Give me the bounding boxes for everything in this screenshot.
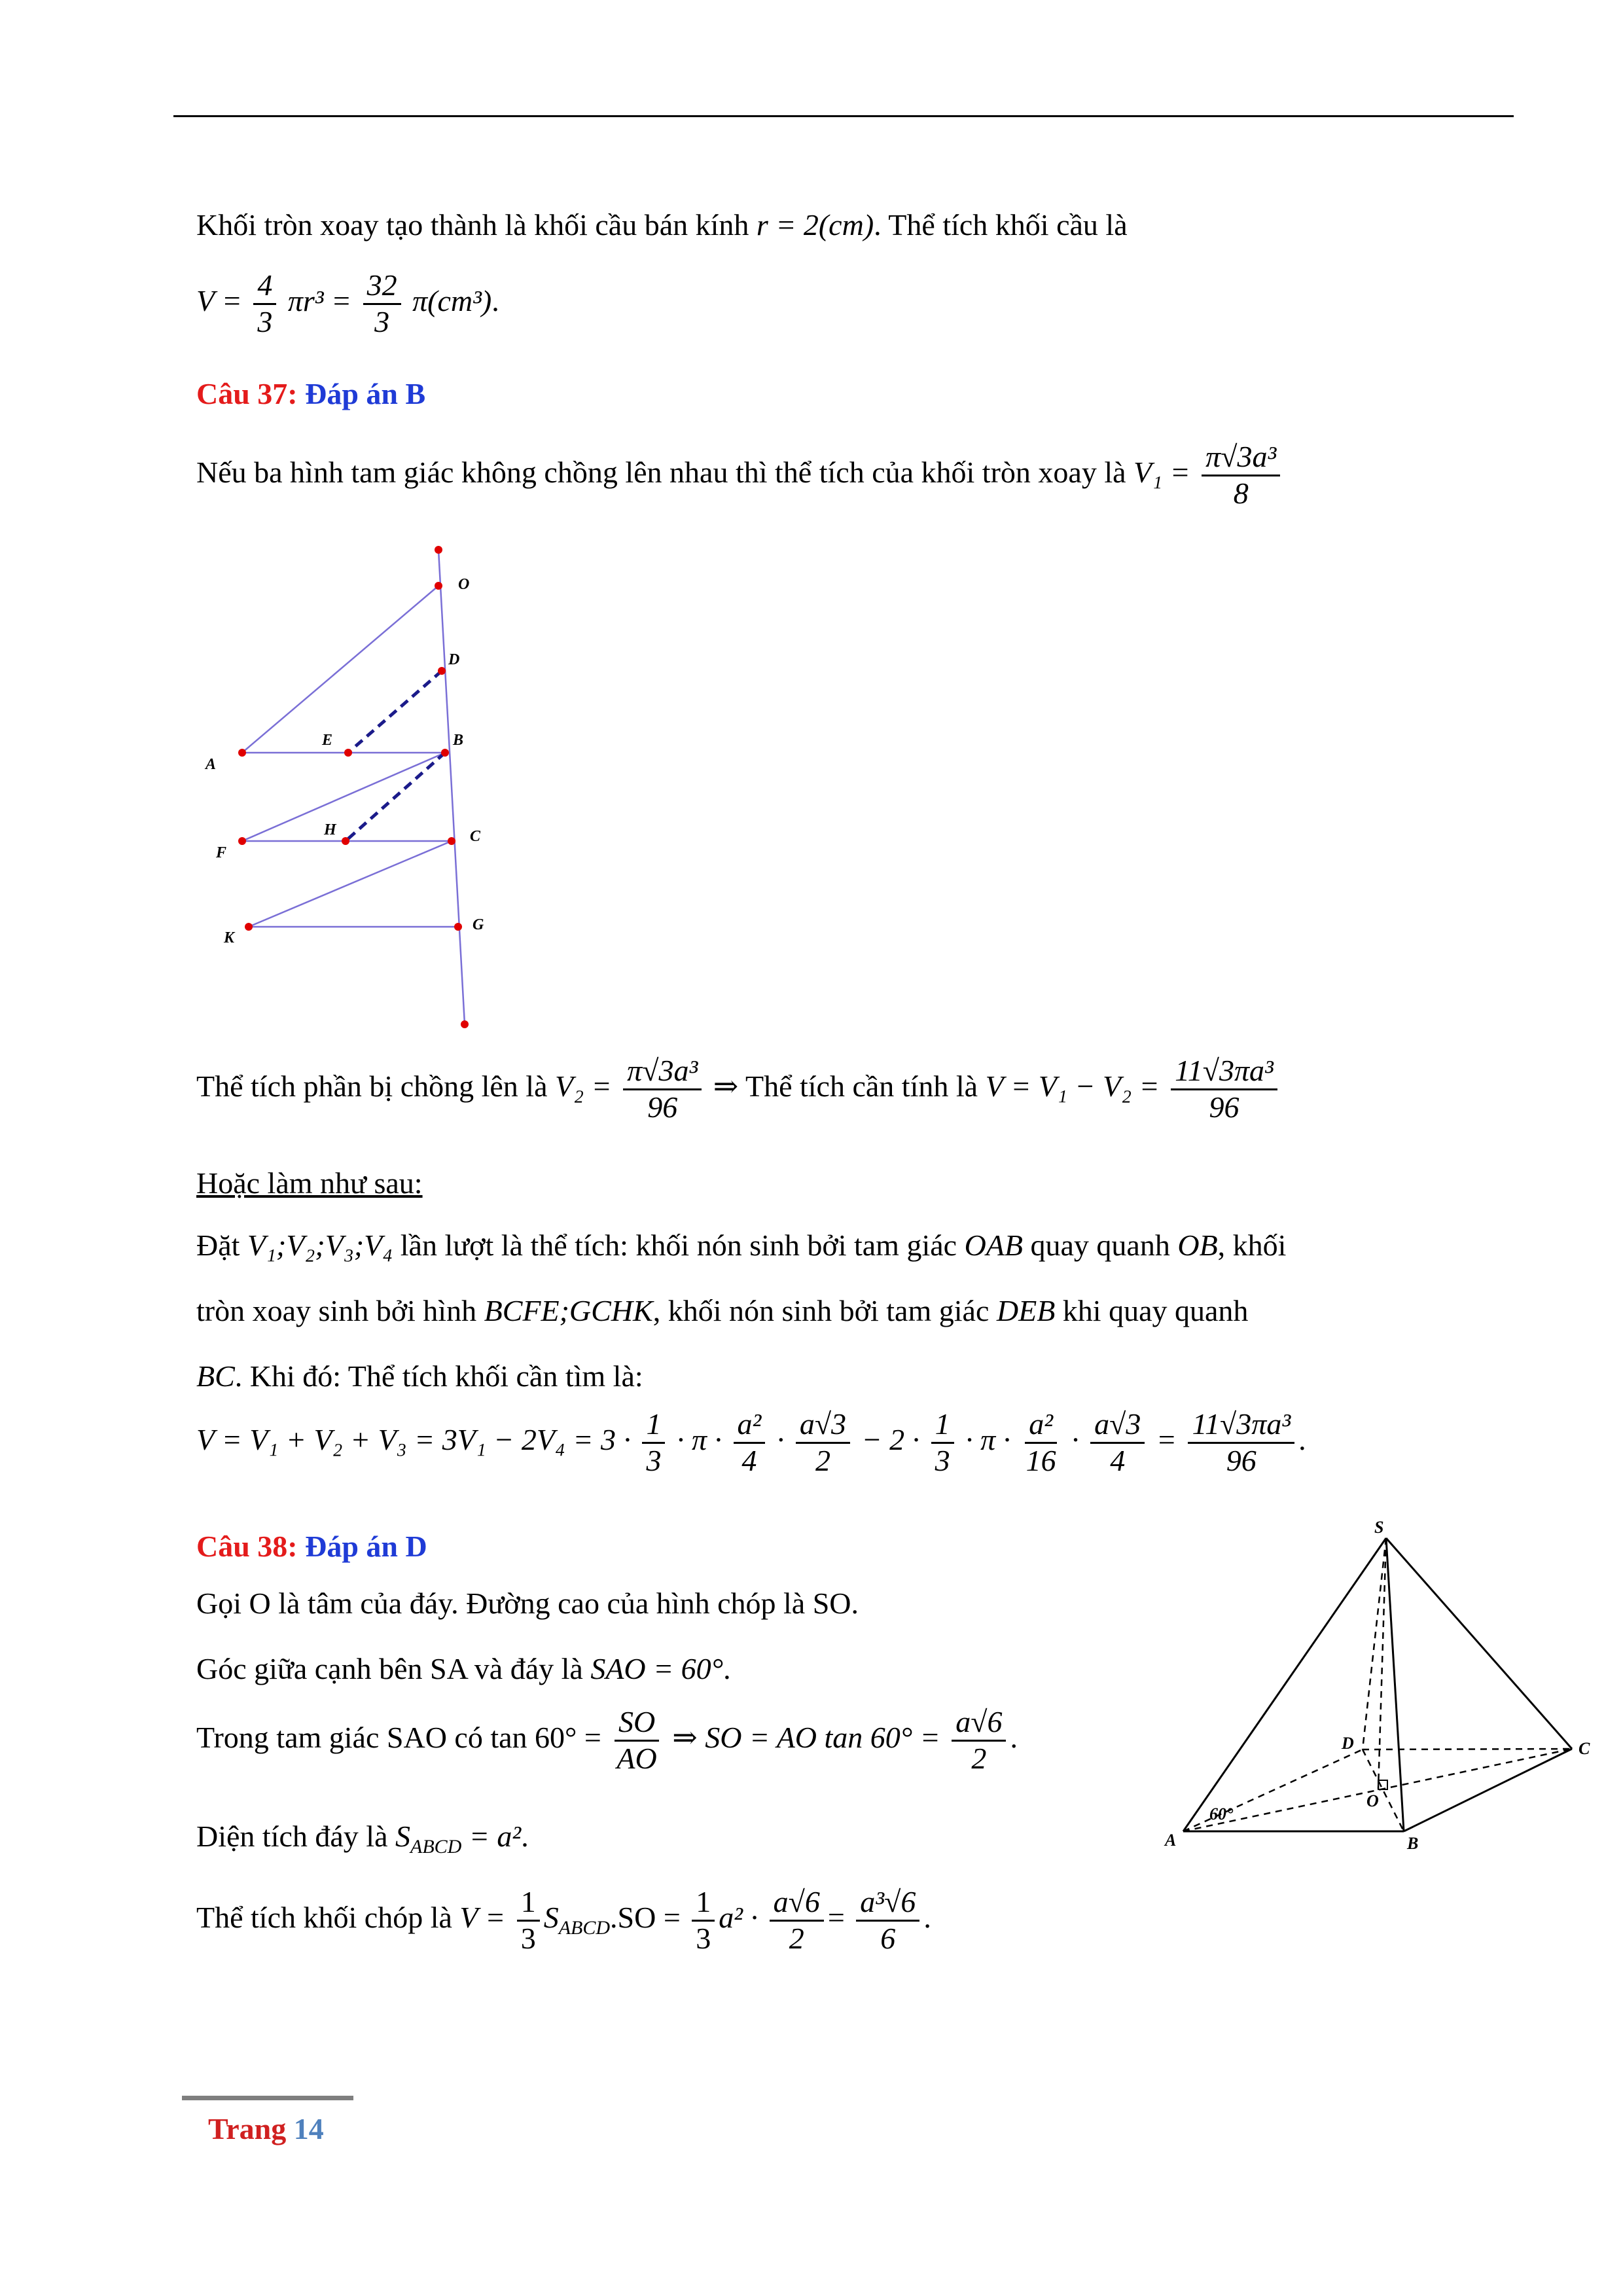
p4-line-3	[196, 1358, 643, 1394]
p4-l1-c: quay quanh	[1023, 1229, 1178, 1262]
fig2-label-s: S	[1374, 1518, 1384, 1537]
eq2-f6d: 4	[1110, 1443, 1126, 1477]
alt-method-title: Hoặc làm như sau:	[196, 1166, 423, 1200]
eq2-f3n: a√3	[796, 1407, 850, 1444]
p3-den2: 96	[1209, 1090, 1240, 1124]
p4-line-2	[196, 1293, 1248, 1329]
p5-l5-s: S	[543, 1900, 559, 1934]
eq2-frac-7	[1188, 1407, 1294, 1479]
eq2-f3d: 2	[815, 1443, 830, 1477]
eq2-f4n: 1	[931, 1407, 954, 1444]
eq1-f2-den: 3	[374, 304, 390, 338]
p5-l4-a: Diện tích đáy là	[196, 1820, 396, 1853]
eq1-f1-den: 3	[257, 304, 273, 338]
header-rule	[173, 115, 1514, 117]
p2-text: Nếu ba hình tam giác không chồng lên nhau thì thể tích của khối tròn xoay là	[196, 455, 1134, 489]
fig1-label-d: D	[448, 651, 460, 668]
eq2-op-pi-1: · π ·	[676, 1422, 722, 1456]
p5-angle-expr: SAO = 60°	[590, 1652, 724, 1685]
p5-line-4	[196, 1818, 529, 1859]
p4-deb: DEB	[996, 1294, 1056, 1327]
eq2-frac-1	[642, 1407, 665, 1479]
p1-radius-expr: r = 2(cm)	[756, 208, 874, 242]
eq2-f1d: 3	[646, 1443, 662, 1477]
p5-l3-tan: tan 60° =	[490, 1720, 601, 1754]
p5-f2n: 1	[692, 1885, 715, 1922]
p5-l2-end: .	[723, 1652, 731, 1685]
eq2-op-pi-2: · π ·	[965, 1422, 1011, 1456]
fig1-label-o: O	[458, 576, 470, 593]
p2-den: 8	[1233, 476, 1249, 510]
p5-frac-a6-2	[952, 1705, 1006, 1776]
p4-line-1	[196, 1227, 1286, 1263]
eq2-dot-2: ·	[1071, 1422, 1079, 1456]
eq1-f2-num: 32	[363, 268, 401, 305]
fig2-label-o: O	[1366, 1791, 1379, 1810]
p5-l3-den2: 2	[971, 1741, 987, 1775]
eq2-eq: =	[1156, 1422, 1177, 1456]
eq2-dot-1: ·	[776, 1422, 785, 1456]
p4-l2-b: , khối nón sinh bởi tam giác	[652, 1294, 997, 1327]
p5-l5-so: .SO =	[610, 1900, 681, 1934]
fig2-label-a: A	[1165, 1831, 1177, 1850]
figure-triangles	[196, 537, 497, 1034]
equation-sphere-volume	[196, 268, 499, 340]
paragraph-no-overlap	[196, 440, 1284, 511]
p4-l1-d: , khối	[1217, 1229, 1287, 1262]
p5-l5-frac-2	[692, 1885, 715, 1956]
p5-l4-b: = a²	[461, 1820, 522, 1853]
eq1-end: .	[491, 283, 499, 317]
fig1-label-h: H	[324, 821, 336, 838]
eq2-f2d: 4	[741, 1443, 757, 1477]
p3-frac-1	[623, 1054, 702, 1125]
eq2-lhs: V = V₁ + V₂ + V₃ = 3V₁ − 2V₄ = 3 ·	[196, 1422, 631, 1456]
fig1-label-e: E	[322, 732, 333, 749]
q37-answer: Đáp án B	[305, 377, 426, 410]
eq1-mid: πr³ =	[287, 283, 352, 317]
eq2-frac-2	[734, 1407, 766, 1479]
p5-f1d: 3	[520, 1921, 536, 1955]
figure-pyramid	[1152, 1518, 1597, 1859]
eq2-f5d: 16	[1026, 1443, 1056, 1477]
p3-den1: 96	[647, 1090, 678, 1124]
eq1-rhs: π(cm³)	[412, 283, 492, 317]
fig2-label-d: D	[1342, 1734, 1354, 1753]
equation-total-volume	[196, 1407, 1306, 1479]
p3-num1: π√3a³	[623, 1054, 702, 1090]
paragraph-overlap-volume	[196, 1054, 1281, 1125]
p4-l2-c: khi quay quanh	[1055, 1294, 1249, 1327]
p4-vars: V₁;V₂;V₃;V₄	[247, 1229, 393, 1262]
p5-l4-s: S	[395, 1820, 411, 1853]
p5-l3-num: SO	[615, 1705, 659, 1742]
eq1-f1-num: 4	[253, 268, 276, 305]
eq2-f7n: 11√3πa³	[1188, 1407, 1294, 1444]
q37-label: Câu 37:	[196, 377, 306, 410]
eq2-frac-5	[1022, 1407, 1060, 1479]
fig2-label-b: B	[1407, 1834, 1419, 1853]
p5-l4-end: .	[521, 1820, 529, 1853]
p5-l3-num2: a√6	[952, 1705, 1006, 1742]
p5-l2-a: Góc giữa cạnh bên SA và đáy là	[196, 1652, 591, 1685]
q38-answer: Đáp án D	[305, 1530, 427, 1563]
p5-l5-v: V =	[459, 1900, 506, 1934]
fig1-label-g: G	[473, 916, 484, 933]
p4-oab: OAB	[964, 1229, 1023, 1262]
fig2-label-c: C	[1578, 1739, 1590, 1758]
p5-l5-a2: a² ·	[719, 1900, 758, 1934]
fig1-label-c: C	[470, 828, 481, 845]
eq2-frac-4	[931, 1407, 954, 1479]
p1-text-b: . Thể tích khối cầu là	[874, 208, 1128, 242]
p5-f4d: 6	[880, 1921, 896, 1955]
p5-line-5	[196, 1885, 931, 1956]
p3-frac-2	[1171, 1054, 1277, 1125]
eq2-f1n: 1	[642, 1407, 665, 1444]
eq2-f7d: 96	[1226, 1443, 1257, 1477]
footer-page-number: 14	[293, 2112, 324, 2145]
p5-l5-sub: ABCD	[558, 1917, 611, 1939]
p5-l3-a: Trong tam giác SAO có	[196, 1720, 491, 1754]
p5-l4-sub: ABCD	[410, 1836, 462, 1858]
eq2-end: .	[1298, 1422, 1306, 1456]
paragraph-sphere	[196, 207, 1128, 243]
p1-text-a: Khối tròn xoay tạo thành là khối cầu bán kính	[196, 208, 757, 242]
p4-shapes: BCFE;GCHK	[484, 1294, 653, 1327]
p5-l3-den: AO	[616, 1741, 657, 1775]
p5-line-1: Gọi O là tâm của đáy. Đường cao của hình chóp là SO.	[196, 1587, 859, 1620]
footer-trang: Trang	[208, 2112, 294, 2145]
fig1-label-f: F	[216, 844, 227, 861]
p3-arrow: ⇒	[713, 1069, 739, 1103]
fig1-label-k: K	[224, 929, 235, 946]
eq1-frac-2	[363, 268, 401, 340]
p5-f3n: a√6	[770, 1885, 824, 1922]
p5-l3-b: ⇒ SO = AO tan 60° =	[672, 1720, 940, 1754]
p2-num: π√3a³	[1202, 440, 1280, 476]
footer-page-label	[208, 2111, 324, 2147]
p2-frac	[1202, 440, 1280, 511]
eq2-f5n: a²	[1025, 1407, 1057, 1444]
eq2-f6n: a√3	[1090, 1407, 1145, 1444]
p4-l3: . Khi đó: Thể tích khối cần tìm là:	[234, 1359, 643, 1393]
p5-l5-frac-4	[856, 1885, 919, 1956]
eq1-lhs: V =	[196, 283, 242, 317]
p3-num2: 11√3πa³	[1171, 1054, 1277, 1090]
question-37-heading	[196, 376, 425, 412]
p5-line-2	[196, 1651, 731, 1687]
eq1-frac-1	[253, 268, 276, 340]
p5-f2d: 3	[696, 1921, 711, 1955]
p5-l5-frac-3	[770, 1885, 824, 1956]
p5-l5-a: Thể tích khối chóp là	[196, 1900, 460, 1934]
fig1-label-a: A	[205, 756, 217, 773]
p4-ob: OB	[1177, 1229, 1218, 1262]
eq2-f2n: a²	[734, 1407, 766, 1444]
p5-f3d: 2	[789, 1921, 804, 1955]
p4-bc: BC	[196, 1359, 235, 1393]
eq2-f4d: 3	[935, 1443, 950, 1477]
eq2-frac-6	[1090, 1407, 1145, 1479]
q38-label: Câu 38:	[196, 1530, 306, 1563]
eq2-minus: − 2 ·	[861, 1422, 920, 1456]
p5-l5-frac-1	[517, 1885, 540, 1956]
eq2-frac-3	[796, 1407, 850, 1479]
p4-l1-a: Đặt	[196, 1229, 247, 1262]
p5-f4n: a³√6	[856, 1885, 919, 1922]
p5-l5-end: .	[923, 1900, 931, 1934]
p3-v2: V₂ =	[555, 1069, 612, 1103]
p5-l5-eq: =	[827, 1900, 845, 1934]
p5-frac-so-ao	[613, 1705, 660, 1776]
p5-f1n: 1	[517, 1885, 540, 1922]
p3-text-a: Thể tích phần bị chồng lên là	[196, 1069, 556, 1103]
p5-l3-end: .	[1010, 1720, 1018, 1754]
p5-line-3	[196, 1705, 1018, 1776]
p3-text-b: Thể tích cần tính là	[738, 1069, 986, 1103]
fig1-label-b: B	[453, 732, 464, 749]
p4-l2-a: tròn xoay sinh bởi hình	[196, 1294, 484, 1327]
fig2-label-angle: 60°	[1209, 1804, 1234, 1823]
p2-lhs: V₁ =	[1133, 455, 1190, 489]
question-38-heading	[196, 1528, 427, 1564]
footer-rule	[182, 2096, 353, 2100]
p4-l1-b: lần lượt là thể tích: khối nón sinh bởi tam giác	[393, 1229, 965, 1262]
p3-v: V = V₁ − V₂ =	[985, 1069, 1160, 1103]
